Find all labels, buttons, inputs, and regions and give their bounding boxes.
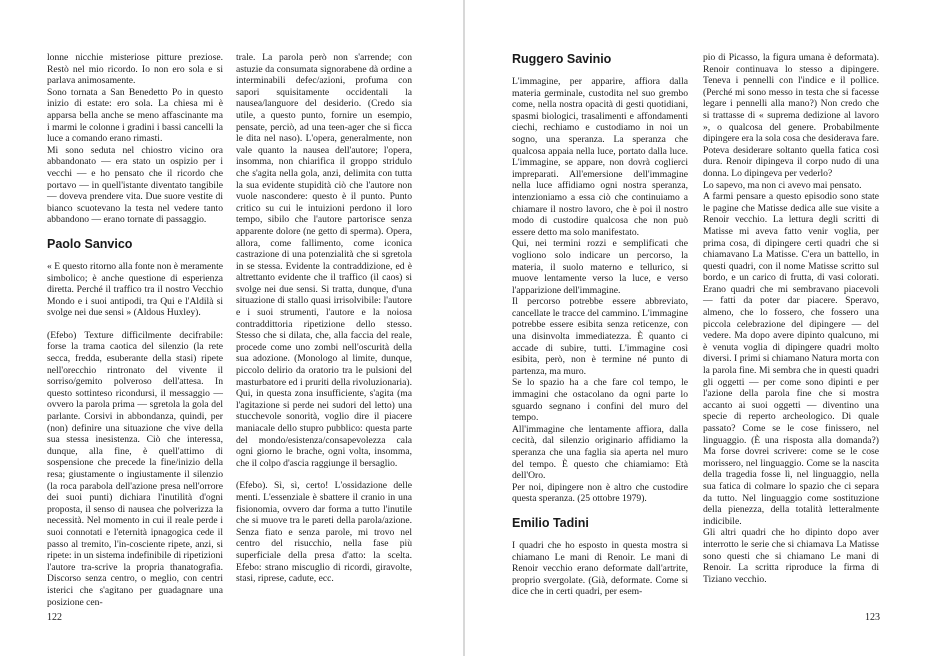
paragraph: trale. La parola però non s'arrende; con astuzie da consumata signorabene dà ordine a interminabili defec/azioni, profuma con sapori squisitamente occidentali la nausea/languore del desiderio. (Credo sia utile, a questo punto, fornire un esempio, pensate, perciò, ad una teen-ager che si ficca le dita nel naso). L'opera, generalmente, non vale quanto la nausea dell'autore; l'opera, insomma, non chiarifica il groppo stridulo che s'agita nella gola, anzi, delimita con tutta la sua evidente stupidità ciò che l'autore non vuole nascondere: questo è il punto. Punto critico su cui le intuizioni perdono il loro tempo, sibilo che l'autore partorisce senza apparente dolore (ne getto di sperma). Opera, allora, come fallimento, come iconica castrazione di una potenzialità che si sgretola in se stessa. Evidente la contraddizione, ed è altrettanto evidente che il traffico (il caos) si svolge nei due sensi. Si tratta, dunque, d'una situazione di stallo quasi irrisolvibile: l'autore e i suoi strumenti, l'autore e la noiosa contraddittoria ripetizione dello stesso. Stesso che si dilata, che, alla faccia del reale, procede come uno zombi nell'oscurità della sua adozione. (Monologo al limite, dunque, piccolo delirio da oratorio tra le pulsioni del masturbatore ed i pruriti della rivoluzionaria). Qui, in questa zona insufficiente, s'agita (ma l'agitazione si perde nei sudori del letto) una stucchevole sonorità, voglio dire il piacere maniacale dello stupro pubblico: questa parte del mondo/esistenza/consapevolezza cala ogni giorno le brache, ogni volta, insomma, che il colpo d'ascia raggiunge il bersaglio. <box>236 52 412 469</box>
paragraph: Lo sapevo, ma non ci avevo mai pensato. <box>703 179 862 191</box>
paragraph: Gli altri quadri che ho dipinto dopo aver interrotto le serie che si chiamava La Matisse sono questi che si chiamano Le mani di Renoir. La scritta riproduce la firma di Tiziano vecchio. <box>703 527 879 585</box>
right-page <box>465 0 930 656</box>
paragraph: L'immagine, per apparire, affiora dalla materia germinale, custodita nel suo grembo come, nella nostra opacità di gesti quotidiani, spasmi biologici, trasalimenti e affondamenti ciechi, rechiamo e custodiamo in noi un sogno, una speranza. La speranza che qualcosa appaia nella luce, portato dalla luce. L'immagine, se appare, non dovrà coglierci impreparati. All'emersione dell'immagine nella luce affidiamo ogni nostra speranza, intenzioniamo a essa ciò che continuiamo a chiamare il nostro lavoro, che è poi il nostro modo di custodire qualcosa che non può essere detto ma solo manifestato. <box>512 76 688 238</box>
paragraph: Qui, nei termini rozzi e semplificati che vogliono solo indicare un percorso, la materia, il suolo materno e tellurico, si muove lentamente verso la luce, e verso l'apparizione dell'immagine. <box>512 238 688 296</box>
epigraph-quote: « E questo ritorno alla fonte non è meramente simbolico; è anche questione di esperienza diretta. Perché il traffico tra il nostro Vecchio Mondo e i suoi antipodi, tra Qui e l'Aldilà si svolge nei due sensi » (Aldous Huxley). <box>47 260 223 319</box>
paragraph: (Efebo). Sì, sì, certo! L'ossidazione delle menti. L'essenziale è sbattere il cranio in una fisionomia, ovvero dar forma a tutto l'inutile che si muove tra le pareti della parola/azione. Senza fiato e senza parole, mi trovo nel centro del risucchio, nella fase più superficiale della presa d'atto: la scelta. Efebo: strano miscuglio di ricordi, giravolte, stasi, riprese, cadute, ecc. <box>236 480 412 585</box>
paragraph: I quadri che ho esposto in questa mostra si chiamano Le mani di Renoir. Le mani di Renoir vecchio erano deformate dall'artrite, proprio svergolate. (Già, deformate. Come si dice che in certi quadri, per esem- <box>512 539 688 598</box>
section-heading: Emilio Tadini <box>512 515 589 530</box>
right-page-column-1 <box>512 52 688 598</box>
paragraph: Per noi, dipingere non è altro che custodire questa speranza. (25 ottobre 1979). <box>512 481 688 505</box>
section-heading: Paolo Sanvico <box>47 236 133 251</box>
page-number: 122 <box>47 612 62 623</box>
paragraph: Mi sono seduta nel chiostro vicino ora abbandonato — era stato un ospizio per i vecchi — e ho pensato che il ricordo che portavo — in quell'istante diventato tangibile — doveva prendere vita. Due suore vestite di bianco scuotevano la testa nel vedere tanto abbandono — erano tornate di passaggio. <box>47 144 223 226</box>
paragraph: All'immagine che lentamente affiora, dalla cecità, dal silenzio originario affidiamo la speranza che una faglia sia aperta nel muro del tempo. È questo che chiamiamo: Età dell'Oro. <box>512 423 688 482</box>
page-number: 123 <box>865 612 880 623</box>
left-page <box>0 0 463 656</box>
paragraph: Sono tornata a San Benedetto Po in questo inizio di estate: ero sola. La chiesa mi è apparsa bella anche se meno affascinante ma i marmi le colonne i gradini i bassi cancelli la luce a comando erano rimasti. <box>47 86 223 145</box>
paragraph: pio di Picasso, la figura umana è deformata). Renoir continuava lo stesso a dipingere. Teneva i pennelli con l'indice e il pollice. (Perché mi sono messo in testa che si facesse legare i pennelli alla mano?) Non credo che si trattasse di « suprema dedizione al lavoro », o qualcosa del genere. Probabilmente dipingere era la sola cosa che desiderava fare. Poteva desiderare soltanto quella fatica così dura. Renoir dipingeva il corpo nudo di una donna. Lo dipingeva per vederlo? <box>703 52 879 179</box>
left-page-column-1 <box>47 52 223 608</box>
section-heading: Ruggero Savinio <box>512 52 612 66</box>
paragraph: (Efebo) Texture difficilmente decifrabile: forse la trama caotica del silenzio (la rete secca, fredda, esuberante della stasi) ripete nell'orecchio rintronato del vivente il sorriso/gemito polveroso dell'attesa. In questo sottinteso ricondursi, il messaggio — ovvero la parola prima — sgretola la gola del parlante. Corsivi in abbondanza, quindi, per (non) definire una situazione che vive della sua stessa inesistenza. Ciò che interessa, dunque, alla fine, è quell'attimo di sospensione che precede la fine/inizio della resa; giustamente o ingiustamente il silenzio (la roca parabola dell'azione presa nell'orrore dei suoi punti) dichiara l'inutilità d'ogni proposta, il senso di nausea che polverizza la necessità. Nel momento in cui il reale perde i suoi connotati e l'eternità ipnagogica cede il passo al tremito, l'in-cosciente ripete, anzi, si ripete: in un sistema indefinibile di ripetizioni l'autore tra-scrive la propria thanatografia. Discorso senza centro, o meglio, con centri isterici che s'agitano per guadagnare una posizione cen- <box>47 329 223 608</box>
right-page-column-2 <box>703 52 879 585</box>
paragraph: A farmi pensare a questo episodio sono state le pagine che Matisse dedica alle sue visite a Renoir vecchio. La lettura degli scritti di Matisse mi aveva fatto venir voglia, per prima cosa, di dipingere certi quadri che si chiamavano La Matisse. C'era un battello, in questi quadri, con il nome Matisse scritto sul bordo, e un carico di frutta, di vasi colorati. Erano quadri che mi sembravano piacevoli — fatti da poter dar piacere. Speravo, almeno, che lo fossero, che fossero una piccola celebrazione del dipingere — del vedere. Ma dopo avere dipinto qualcuno, mi è venuta voglia di dipingere quadri molto diversi. I primi si chiamano Natura morta con la parola fine. Mi sembra che in questi quadri gli oggetti — per come sono dipinti e per l'azione della parola fine che si mostra accanto ai suoi oggetti — diventino una specie di reperto archeologico. Di quale passato? Come se le cose finissero, nel linguaggio. (È una risposta alla domanda?) Ma forse dovrei scrivere: come se le cose morissero, nel linguaggio. Come se la nascita della tragedia fosse lì, nel linguaggio, nella sua fatica di colmare lo spazio che ci separa da tutto. Nel linguaggio come sostituzione della pienezza, della totalità letteralmente indicibile. <box>703 191 879 527</box>
paragraph: Il percorso potrebbe essere abbreviato, cancellate le tracce del cammino. L'immagine potrebbe essere esibita senza reticenze, con una disinvolta immediatezza. È quanto ci accade di subire, tutti. L'immagine così esibita, però, non è termine né punto di partenza, ma muro. <box>512 296 688 377</box>
paragraph: lonne nicchie misteriose pitture preziose. Restò nel mio ricordo. Io non ero sola e si parlava animosamente. <box>47 52 223 87</box>
paragraph: Se lo spazio ha a che fare col tempo, le immagini che ostacolano da ogni parte lo sguardo segnano i confini del muro del tempo. <box>512 377 688 424</box>
left-page-column-2 <box>236 52 412 585</box>
